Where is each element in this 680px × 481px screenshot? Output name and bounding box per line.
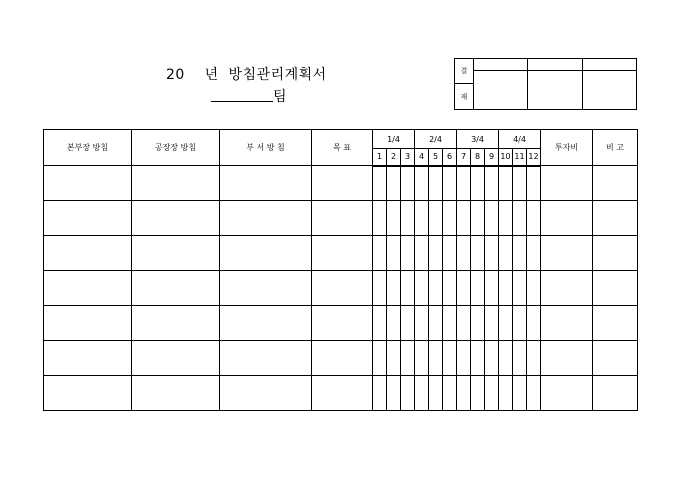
table-cell[interactable] — [485, 271, 499, 306]
header-month-11: 11 — [513, 149, 527, 166]
table-cell[interactable] — [541, 236, 593, 271]
table-cell[interactable] — [527, 376, 541, 411]
table-cell[interactable] — [415, 236, 429, 271]
table-cell[interactable] — [220, 271, 312, 306]
table-cell[interactable] — [220, 166, 312, 201]
table-cell[interactable] — [312, 376, 373, 411]
table-cell[interactable] — [593, 376, 638, 411]
approval-box — [454, 58, 637, 110]
table-cell[interactable] — [415, 341, 429, 376]
table-cell[interactable] — [443, 306, 457, 341]
table-body — [44, 166, 638, 411]
table-cell[interactable] — [132, 201, 220, 236]
table-cell[interactable] — [541, 166, 593, 201]
table-cell[interactable] — [132, 376, 220, 411]
table-cell[interactable] — [499, 236, 513, 271]
table-cell[interactable] — [312, 271, 373, 306]
table-cell[interactable] — [443, 236, 457, 271]
table-cell[interactable] — [541, 306, 593, 341]
table-cell[interactable] — [443, 201, 457, 236]
table-cell[interactable] — [401, 271, 415, 306]
table-cell[interactable] — [429, 166, 443, 201]
table-cell[interactable] — [44, 341, 132, 376]
table-cell[interactable] — [471, 236, 485, 271]
table-cell[interactable] — [401, 166, 415, 201]
table-cell[interactable] — [312, 166, 373, 201]
table-cell[interactable] — [471, 341, 485, 376]
table-cell[interactable] — [593, 271, 638, 306]
table-cell[interactable] — [457, 341, 471, 376]
header-month-3: 3 — [401, 149, 415, 166]
table-row — [44, 341, 638, 376]
header-month-10: 10 — [499, 149, 513, 166]
table-cell[interactable] — [44, 201, 132, 236]
team-label: 팀 — [273, 89, 287, 105]
table-cell[interactable] — [513, 341, 527, 376]
table-cell[interactable] — [513, 376, 527, 411]
table-cell[interactable] — [132, 306, 220, 341]
table-cell[interactable] — [485, 166, 499, 201]
table-cell[interactable] — [44, 236, 132, 271]
header-investment: 투자비 — [541, 130, 593, 166]
table-cell[interactable] — [457, 376, 471, 411]
table-cell[interactable] — [401, 376, 415, 411]
table-cell[interactable] — [44, 271, 132, 306]
table-cell[interactable] — [443, 341, 457, 376]
table-cell[interactable] — [457, 201, 471, 236]
table-cell[interactable] — [220, 236, 312, 271]
table-cell[interactable] — [513, 271, 527, 306]
table-cell[interactable] — [485, 236, 499, 271]
table-cell[interactable] — [220, 341, 312, 376]
table-cell[interactable] — [373, 166, 387, 201]
table-cell[interactable] — [513, 166, 527, 201]
header-department-policy: 부 서 방 침 — [220, 130, 312, 166]
header-month-9: 9 — [485, 149, 499, 166]
header-month-1: 1 — [373, 149, 387, 166]
table-cell[interactable] — [527, 306, 541, 341]
header-quarter-1: 1/4 — [373, 130, 415, 149]
table-cell[interactable] — [593, 341, 638, 376]
table-cell[interactable] — [485, 201, 499, 236]
table-cell[interactable] — [429, 341, 443, 376]
table-cell[interactable] — [593, 201, 638, 236]
table-cell[interactable] — [415, 201, 429, 236]
table-cell[interactable] — [387, 376, 401, 411]
header-quarter-2: 2/4 — [415, 130, 457, 149]
table-cell[interactable] — [44, 376, 132, 411]
table-cell[interactable] — [527, 166, 541, 201]
table-cell[interactable] — [541, 201, 593, 236]
table-cell[interactable] — [429, 201, 443, 236]
table-cell[interactable] — [499, 341, 513, 376]
table-cell[interactable] — [471, 201, 485, 236]
table-cell[interactable] — [220, 306, 312, 341]
header-month-8: 8 — [471, 149, 485, 166]
table-cell[interactable] — [471, 271, 485, 306]
table-cell[interactable] — [457, 166, 471, 201]
header-remarks: 비 고 — [593, 130, 638, 166]
table-cell[interactable] — [312, 236, 373, 271]
table-cell[interactable] — [387, 271, 401, 306]
table-row — [44, 376, 638, 411]
header-factory-policy: 공장장 방침 — [132, 130, 220, 166]
table-cell[interactable] — [541, 376, 593, 411]
table-cell[interactable] — [513, 201, 527, 236]
table-cell[interactable] — [373, 306, 387, 341]
table-cell[interactable] — [499, 201, 513, 236]
table-cell[interactable] — [527, 271, 541, 306]
header-quarter-3: 3/4 — [457, 130, 499, 149]
header-month-7: 7 — [457, 149, 471, 166]
table-cell[interactable] — [527, 341, 541, 376]
table-cell[interactable] — [387, 201, 401, 236]
document-title: 20 년 방침관리계획서 — [166, 67, 327, 83]
table-cell[interactable] — [387, 341, 401, 376]
table-cell[interactable] — [513, 236, 527, 271]
table-cell[interactable] — [541, 341, 593, 376]
table-row — [44, 201, 638, 236]
table-cell[interactable] — [44, 166, 132, 201]
table-cell[interactable] — [312, 341, 373, 376]
table-cell[interactable] — [401, 201, 415, 236]
table-cell[interactable] — [415, 306, 429, 341]
table-cell[interactable] — [373, 341, 387, 376]
table-cell[interactable] — [457, 306, 471, 341]
table-cell[interactable] — [541, 271, 593, 306]
approval-sign-cell-1[interactable] — [473, 71, 527, 110]
approval-label-bottom: 재 — [455, 84, 474, 110]
table-row — [44, 166, 638, 201]
table-cell[interactable] — [513, 306, 527, 341]
header-quarter-4: 4/4 — [499, 130, 541, 149]
table-cell[interactable] — [387, 306, 401, 341]
table-cell[interactable] — [499, 376, 513, 411]
table-cell[interactable] — [443, 376, 457, 411]
table-row — [44, 236, 638, 271]
table-cell[interactable] — [443, 166, 457, 201]
table-cell[interactable] — [132, 236, 220, 271]
table-cell[interactable] — [220, 376, 312, 411]
header-month-4: 4 — [415, 149, 429, 166]
header-month-2: 2 — [387, 149, 401, 166]
header-division-policy: 본부장 방침 — [44, 130, 132, 166]
table-cell[interactable] — [387, 236, 401, 271]
table-cell[interactable] — [429, 306, 443, 341]
table-cell[interactable] — [132, 166, 220, 201]
approval-sign-cell-2[interactable] — [528, 71, 582, 110]
table-cell[interactable] — [593, 306, 638, 341]
policy-plan-table — [43, 129, 638, 411]
table-cell[interactable] — [387, 166, 401, 201]
table-cell[interactable] — [471, 306, 485, 341]
table-cell[interactable] — [401, 306, 415, 341]
table-cell[interactable] — [44, 306, 132, 341]
table-cell[interactable] — [312, 306, 373, 341]
table-cell[interactable] — [429, 236, 443, 271]
table-cell[interactable] — [373, 201, 387, 236]
table-cell[interactable] — [373, 236, 387, 271]
approval-title-cell-1[interactable] — [473, 59, 527, 71]
header-month-5: 5 — [429, 149, 443, 166]
header-goal: 목 표 — [312, 130, 373, 166]
table-cell[interactable] — [499, 271, 513, 306]
table-cell[interactable] — [415, 271, 429, 306]
table-cell[interactable] — [401, 341, 415, 376]
table-cell[interactable] — [527, 201, 541, 236]
table-cell[interactable] — [593, 166, 638, 201]
table-cell[interactable] — [429, 271, 443, 306]
header-month-6: 6 — [443, 149, 457, 166]
table-cell[interactable] — [415, 166, 429, 201]
table-cell[interactable] — [373, 271, 387, 306]
approval-label-top: 결 — [455, 59, 474, 84]
table-row — [44, 271, 638, 306]
table-cell[interactable] — [401, 236, 415, 271]
table-row — [44, 306, 638, 341]
table-cell[interactable] — [373, 376, 387, 411]
table-cell[interactable] — [471, 376, 485, 411]
table-cell[interactable] — [429, 376, 443, 411]
table-cell[interactable] — [443, 271, 457, 306]
table-cell[interactable] — [312, 201, 373, 236]
approval-title-cell-2[interactable] — [528, 59, 582, 71]
header-month-12: 12 — [527, 149, 541, 166]
approval-sign-cell-3[interactable] — [582, 71, 636, 110]
table-cell[interactable] — [132, 341, 220, 376]
table-cell[interactable] — [457, 236, 471, 271]
table-cell[interactable] — [485, 341, 499, 376]
table-cell[interactable] — [485, 306, 499, 341]
table-cell[interactable] — [220, 201, 312, 236]
table-cell[interactable] — [471, 166, 485, 201]
table-cell[interactable] — [499, 306, 513, 341]
table-cell[interactable] — [593, 236, 638, 271]
table-cell[interactable] — [527, 236, 541, 271]
team-name-blank[interactable] — [211, 101, 273, 102]
table-cell[interactable] — [132, 271, 220, 306]
table-cell[interactable] — [457, 271, 471, 306]
table-cell[interactable] — [485, 376, 499, 411]
approval-title-cell-3[interactable] — [582, 59, 636, 71]
table-cell[interactable] — [415, 376, 429, 411]
table-cell[interactable] — [499, 166, 513, 201]
